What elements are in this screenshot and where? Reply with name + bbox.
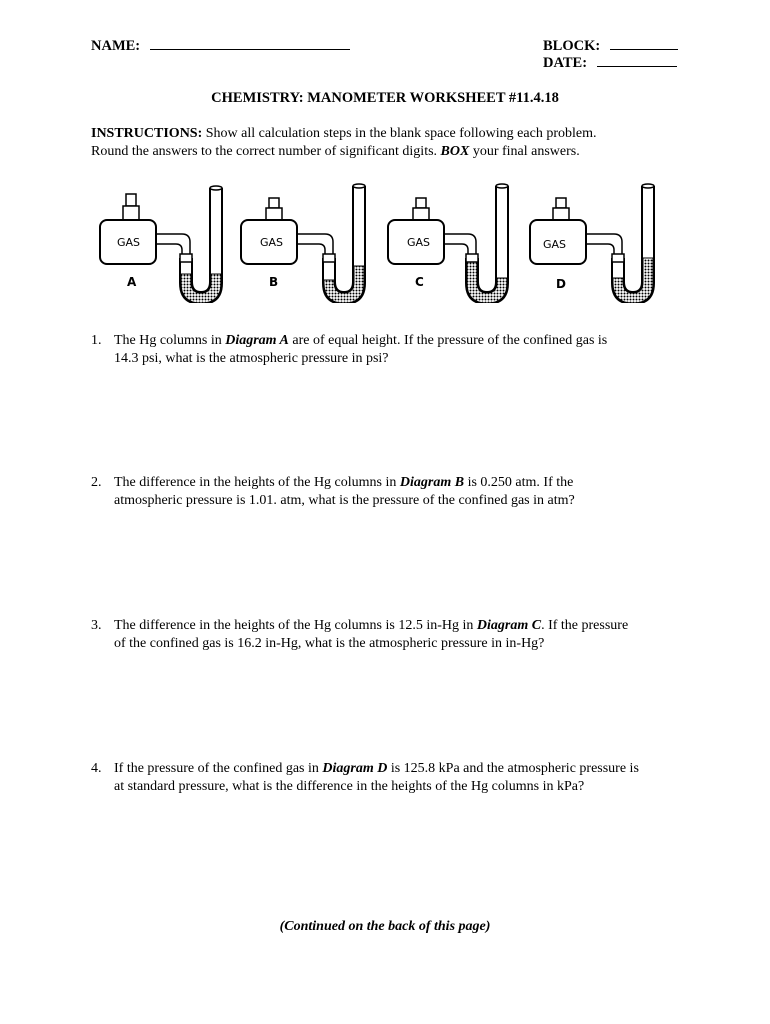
question-text: The difference in the heights of the Hg columns is 12.5 in-Hg in (114, 618, 477, 633)
continued-note: (Continued on the back of this page) (279, 919, 491, 934)
date-blank[interactable] (597, 54, 677, 67)
manometer-diagrams (90, 178, 690, 303)
question-text: atmospheric pressure is 1.01. atm, what is the pressure of the confined gas in atm? (114, 493, 575, 508)
question-text: If the pressure of the confined gas in (114, 761, 323, 776)
name-blank[interactable] (150, 37, 350, 50)
diagram-c-gas-label: GAS (407, 236, 431, 249)
diagram-a-gas-label: GAS (117, 236, 141, 249)
question-2 (91, 474, 691, 510)
diagram-b-gas-label: GAS (260, 236, 284, 249)
question-text: 14.3 psi, what is the atmospheric pressure in psi? (114, 351, 389, 366)
question-number: 1. (91, 333, 102, 348)
question-text: . If the pressure (541, 618, 629, 633)
question-text: of the confined gas is 16.2 in-Hg, what is the atmospheric pressure in in-Hg? (114, 636, 545, 651)
instructions (91, 125, 691, 161)
question-number: 3. (91, 618, 102, 633)
diagram-reference: Diagram D (322, 761, 388, 776)
diagram-reference: Diagram C (476, 618, 542, 633)
diagram-d-label: D (556, 277, 566, 291)
instructions-box-word: BOX (440, 144, 470, 159)
question-number: 4. (91, 761, 102, 776)
date-label: DATE: (543, 55, 588, 71)
manometer-a (100, 186, 222, 303)
diagram-b-label: B (269, 275, 279, 289)
instructions-label: INSTRUCTIONS: (91, 126, 203, 141)
date-field (543, 54, 677, 72)
block-blank[interactable] (610, 37, 678, 50)
question-text: at standard pressure, what is the difference in the heights of the Hg columns in kPa? (114, 779, 585, 794)
manometer-c (388, 184, 508, 303)
block-label: BLOCK: (543, 38, 601, 54)
question-3 (91, 617, 691, 653)
diagram-reference: Diagram A (225, 333, 289, 348)
diagram-reference: Diagram B (399, 475, 465, 490)
question-text: are of equal height. If the pressure of the confined gas is (288, 333, 608, 348)
diagram-d-gas-label: GAS (543, 238, 567, 251)
manometer-d (530, 184, 654, 303)
instructions-text-2b: your final answers. (469, 144, 580, 159)
name-label: NAME: (91, 38, 141, 54)
instructions-text-1: Show all calculation steps in the blank space following each problem. (202, 126, 597, 141)
instructions-text-2a: Round the answers to the correct number of significant digits. (91, 144, 441, 159)
diagram-c-label: C (415, 275, 424, 289)
question-number: 2. (91, 475, 102, 490)
page-title: CHEMISTRY: MANOMETER WORKSHEET #11.4.18 (211, 90, 559, 106)
question-text: is 125.8 kPa and the atmospheric pressure is (387, 761, 639, 776)
manometer-b (241, 184, 365, 303)
question-text: The Hg columns in (114, 333, 226, 348)
diagram-a-label: A (127, 275, 137, 289)
question-text: The difference in the heights of the Hg columns in (114, 475, 400, 490)
question-text: is 0.250 atm. If the (464, 475, 574, 490)
question-1 (91, 332, 691, 368)
question-4 (91, 760, 691, 796)
name-field (91, 37, 350, 55)
block-field (543, 37, 678, 55)
